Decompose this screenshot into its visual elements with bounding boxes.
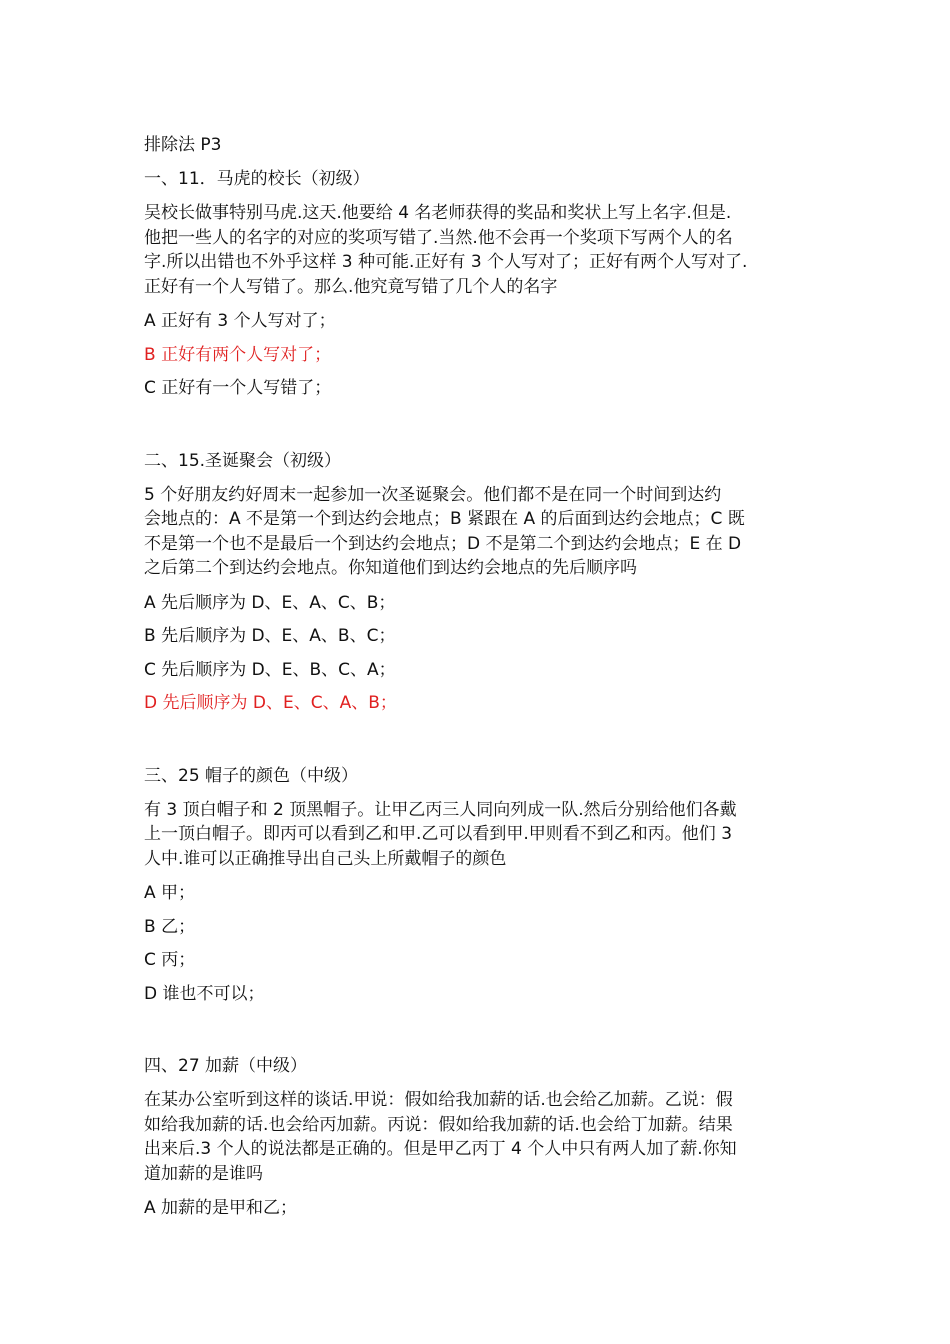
document-page xyxy=(144,133,814,1230)
question-section-3 xyxy=(144,764,814,1006)
question-section-4 xyxy=(144,1054,814,1220)
question-title: 四、27 加薪（中级） xyxy=(144,1056,308,1076)
question-title: 一、11．马虎的校长（初级） xyxy=(144,169,370,189)
option-b-correct-answer: B 正好有两个人写对了； xyxy=(144,344,332,365)
question-title: 三、25 帽子的颜色（中级） xyxy=(144,765,359,786)
option-a: A 先后顺序为 D、E、A、C、B； xyxy=(144,592,396,613)
option-a: A 甲； xyxy=(144,883,196,903)
option-a: A 加薪的是甲和乙； xyxy=(144,1198,298,1218)
question-text: 有 3 顶白帽子和 2 顶黑帽子。让甲乙丙三人同向列成一队.然后分别给他们各戴 上一顶白帽子。即丙可以看到乙和甲.乙可以看到甲.甲则看不到乙和丙。他们 3 人中.谁可以正确推导出自己头上所戴帽子的颜色 xyxy=(144,799,737,869)
document-header: 排除法 P3 xyxy=(144,135,222,155)
option-c: C 丙； xyxy=(144,950,196,970)
option-b: B 先后顺序为 D、E、A、B、C； xyxy=(144,626,396,646)
question-section-1 xyxy=(144,167,814,400)
question-title: 二、15.圣诞聚会（初级） xyxy=(144,450,342,471)
option-b: B 乙； xyxy=(144,916,196,937)
question-text: 吴校长做事特别马虎.这天.他要给 4 名老师获得的奖品和奖状上写上名字.但是. 他把一些人的名字的对应的奖项写错了.当然.他不会再一个奖项下写两个人的名 字.所以出错也不外乎这样 3 种可能.正好有 3 个人写对了；正好有两个人写对了. 正好有一个人写错了。那么.他究竟写错了几个人的名字 xyxy=(144,203,748,297)
question-text: 5 个好朋友约好周末一起参加一次圣诞聚会。他们都不是在同一个时间到达约 会地点的：A 不是第一个到达约会地点；B 紧跟在 A 的后面到达约会地点；C 既 不是第一个也不是最后一个到达约会地点；D 不是第二个到达约会地点；E 在 D 之后第二个到达约会地点。你知道他们到达约会地点的先后顺序吗 xyxy=(144,484,745,578)
question-section-2 xyxy=(144,449,814,716)
question-text: 在某办公室听到这样的谈话.甲说：假如给我加薪的话.也会给乙加薪。乙说：假 如给我加薪的话.也会给丙加薪。丙说：假如给我加薪的话.也会给丁加薪。结果 出来后.3 个人的说法都是正确的。但是甲乙丙丁 4 个人中只有两人加了薪.你知 道加薪的是谁吗 xyxy=(144,1090,737,1184)
option-d: D 谁也不可以； xyxy=(144,983,265,1004)
option-c: C 先后顺序为 D、E、B、C、A； xyxy=(144,659,396,680)
option-a: A 正好有 3 个人写对了； xyxy=(144,311,336,331)
option-d-correct-answer: D 先后顺序为 D、E、C、A、B； xyxy=(144,693,397,713)
option-c: C 正好有一个人写错了； xyxy=(144,378,332,398)
